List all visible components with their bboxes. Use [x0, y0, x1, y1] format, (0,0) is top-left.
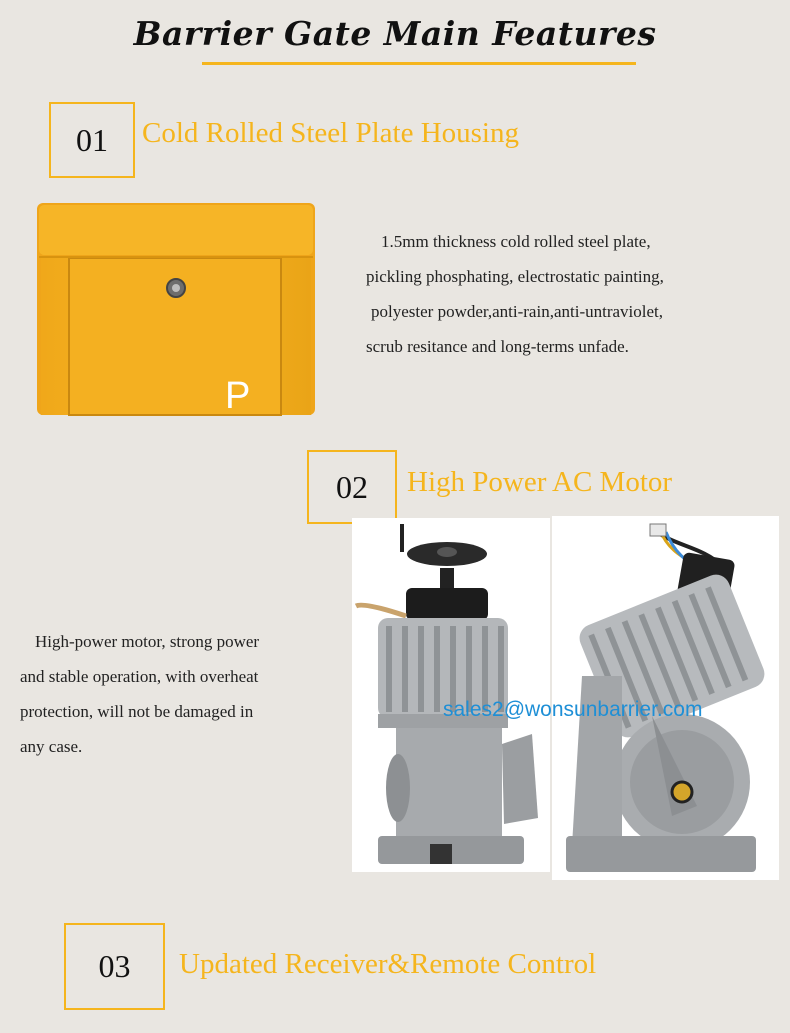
feature-heading-03: Updated Receiver&Remote Control	[179, 948, 597, 980]
housing-p-label: P	[225, 375, 251, 416]
feature-number-01: 01	[49, 102, 135, 178]
description-line: protection, will not be damaged in	[20, 702, 254, 721]
description-line: polyester powder,anti-rain,anti-untraviolet,	[371, 302, 663, 321]
title-underline	[202, 62, 636, 65]
feature-heading-02: High Power AC Motor	[407, 466, 673, 498]
feature-description-02	[20, 624, 259, 764]
description-line: and stable operation, with overheat	[20, 667, 259, 686]
description-line: any case.	[20, 737, 83, 756]
description-line: High-power motor, strong power	[35, 632, 260, 651]
feature-description-01	[366, 224, 664, 364]
steel-housing-image	[37, 203, 317, 416]
email-watermark: sales2@wonsunbarrier.com	[443, 698, 703, 721]
ac-motor-front-image	[352, 518, 550, 872]
description-line: 1.5mm thickness cold rolled steel plate,	[381, 232, 651, 251]
page-title: Barrier Gate Main Features	[133, 14, 657, 53]
description-line: pickling phosphating, electrostatic painting,	[366, 267, 664, 286]
feature-number-03: 03	[64, 923, 165, 1010]
description-line: scrub resitance and long-terms unfade.	[366, 337, 629, 356]
feature-number-02: 02	[307, 450, 397, 524]
feature-heading-01: Cold Rolled Steel Plate Housing	[142, 117, 519, 149]
